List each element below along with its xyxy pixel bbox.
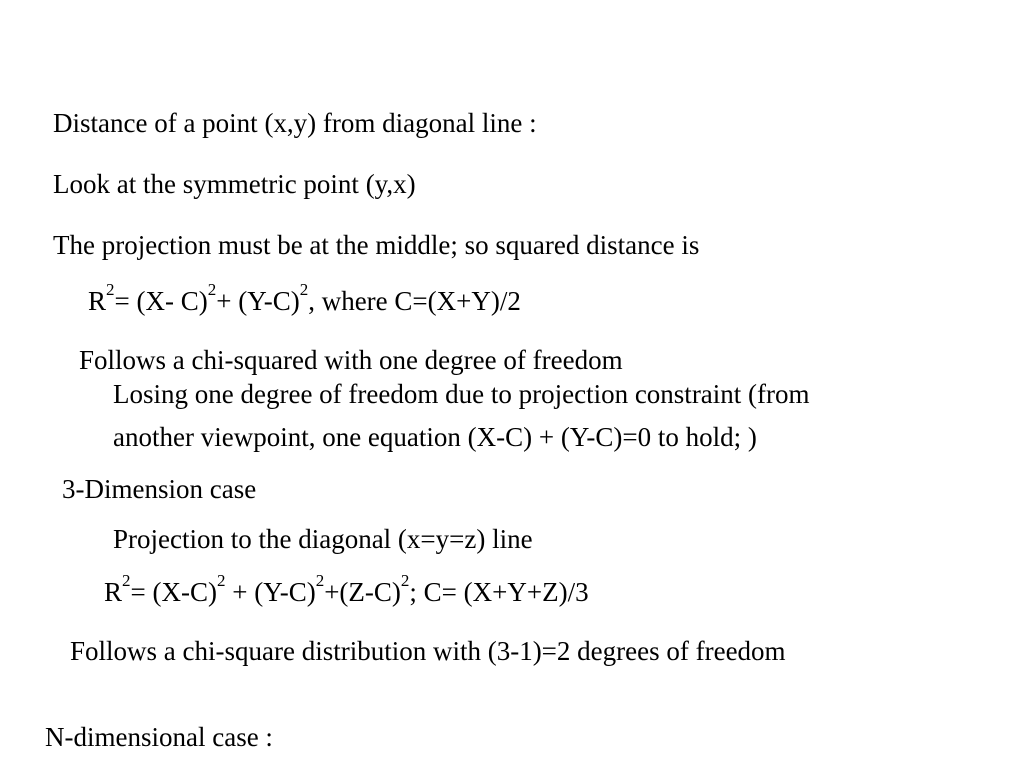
formula-2d-term-x: = (X- C) <box>114 286 208 316</box>
formula-3d-term-y: + (Y-C) <box>225 577 316 607</box>
formula-3d-term-z-exp: 2 <box>400 571 410 590</box>
text-line-3d-case: 3-Dimension case <box>62 474 257 504</box>
formula-2d <box>88 280 521 317</box>
formula-2d-term-y-exp: 2 <box>299 280 309 299</box>
formula-2d-term-x-exp: 2 <box>207 280 217 299</box>
text-line-projection-diagonal: Projection to the diagonal (x=y=z) line <box>113 524 533 554</box>
formula-2d-r: R <box>88 286 107 316</box>
formula-2d-r-exp: 2 <box>106 280 115 299</box>
formula-2d-term-y: + (Y-C) <box>216 286 300 316</box>
formula-3d-term-y-exp: 2 <box>315 571 325 590</box>
text-line-projection-middle: The projection must be at the middle; so squared distance is <box>53 230 700 260</box>
formula-3d-r: R <box>104 577 123 607</box>
text-line-n-dimensional: N-dimensional case : <box>45 722 273 752</box>
text-line-chi-squared-one: Follows a chi-squared with one degree of freedom <box>79 345 623 375</box>
text-line-another-viewpoint: another viewpoint, one equation (X-C) + (Y-C)=0 to hold; ) <box>113 422 757 452</box>
formula-3d-term-x-exp: 2 <box>216 571 226 590</box>
text-line-losing-freedom: Losing one degree of freedom due to projection constraint (from <box>113 379 810 409</box>
text-line-distance: Distance of a point (x,y) from diagonal line : <box>53 108 537 138</box>
formula-3d-term-z: +(Z-C) <box>324 577 401 607</box>
text-line-symmetric-point: Look at the symmetric point (y,x) <box>53 169 416 199</box>
formula-3d-term-x: = (X-C) <box>130 577 217 607</box>
formula-3d <box>104 571 589 608</box>
formula-2d-where: , where C=(X+Y)/2 <box>308 286 521 316</box>
text-line-chi-square-two: Follows a chi-square distribution with (3-1)=2 degrees of freedom <box>70 636 786 666</box>
formula-3d-r-exp: 2 <box>122 571 131 590</box>
formula-3d-c-def: ; C= (X+Y+Z)/3 <box>409 577 589 607</box>
